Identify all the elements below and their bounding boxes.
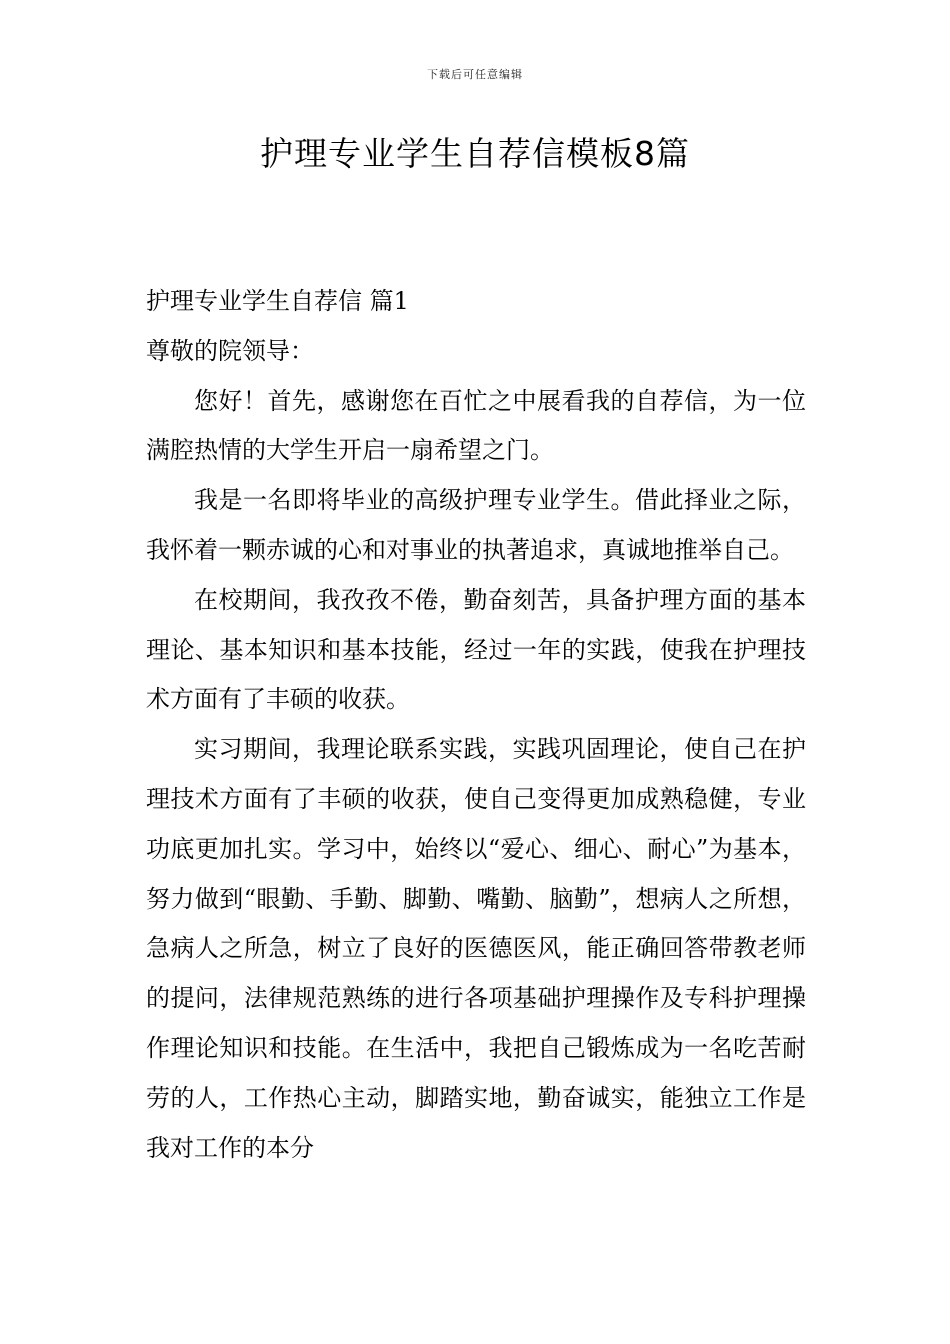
document-title: 护理专业学生自荐信模板8篇 — [260, 134, 690, 173]
document-body — [146, 277, 806, 1173]
paragraph-introduction: 我是一名即将毕业的高级护理专业学生。借此择业之际，我怀着一颗赤诚的心和对事业的执著追求，真诚地推举自己。 — [146, 486, 806, 564]
paragraph-greeting: 您好！首先，感谢您在百忙之中展看我的自荐信，为一位满腔热情的大学生开启一扇希望之门。 — [146, 386, 806, 465]
paragraph-school-period: 在校期间，我孜孜不倦，勤奋刻苦，具备护理方面的基本理论、基本知识和基本技能，经过一年的实践，使我在护理技术方面有了丰硕的收获。 — [146, 585, 806, 714]
header-note: 下载后可任意编辑 — [427, 68, 523, 81]
section-heading: 护理专业学生自荐信 篇1 — [146, 287, 409, 315]
salutation: 尊敬的院领导： — [146, 336, 314, 365]
paragraph-internship-period: 实习期间，我理论联系实践，实践巩固理论，使自己在护理技术方面有了丰硕的收获，使自己变得更加成熟稳健，专业功底更加扎实。学习中，始终以“爱心、细心、耐心”为基本，努力做到“眼勤、手勤、脚勤、嘴勤、脑勤”，想病人之所想，急病人之所急，树立了良好的医德医风，能正确回答带教老师的提问，法律规范熟练的进行各项基础护理操作及专科护理操作理论知识和技能。在生活中，我把自己锻炼成为一名吃苦耐劳的人，工作热心主动，脚踏实地，勤奋诚实，能独立工作是我对工作的本分 — [146, 735, 806, 1162]
